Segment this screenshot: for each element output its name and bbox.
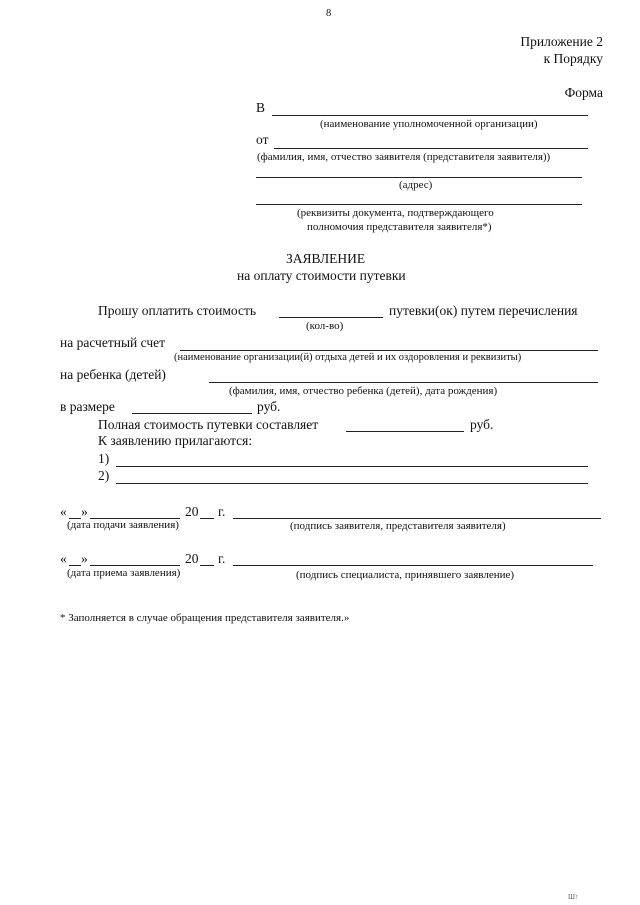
submit-signature-line[interactable] bbox=[233, 518, 601, 519]
corner-mark: Ш↑ bbox=[568, 893, 579, 901]
to-prefix: В bbox=[256, 100, 266, 115]
child-caption: (фамилия, имя, отчество ребенка (детей), дата рождения) bbox=[229, 385, 498, 397]
quantity-field-line[interactable] bbox=[279, 317, 383, 318]
address-field-line[interactable] bbox=[256, 177, 582, 178]
account-field-line[interactable] bbox=[180, 350, 598, 351]
receive-month-line[interactable] bbox=[90, 565, 180, 566]
request-end: путевки(ок) путем перечисления bbox=[389, 303, 578, 318]
total-unit: руб. bbox=[470, 417, 494, 432]
to-caption: (наименование уполномоченной организации) bbox=[320, 118, 538, 130]
receive-date-caption: (дата приема заявления) bbox=[67, 567, 181, 579]
request-start: Прошу оплатить стоимость bbox=[98, 303, 257, 318]
receive-day-line[interactable] bbox=[69, 565, 81, 566]
to-field-line[interactable] bbox=[272, 115, 588, 116]
receive-year-prefix: 20 bbox=[185, 551, 199, 566]
requisites-caption-1: (реквизиты документа, подтверждающего bbox=[297, 207, 494, 219]
submit-quote-open: « bbox=[60, 504, 67, 519]
submit-year-prefix: 20 bbox=[185, 504, 199, 519]
page-number: 8 bbox=[326, 8, 332, 19]
submit-signature-caption: (подпись заявителя, представителя заявителя) bbox=[290, 520, 506, 532]
receive-year-suffix: г. bbox=[218, 551, 226, 566]
attachment-2-line[interactable] bbox=[116, 483, 588, 484]
footnote: * Заполняется в случае обращения представителя заявителя.» bbox=[60, 612, 350, 624]
address-caption: (адрес) bbox=[399, 179, 433, 191]
quantity-caption: (кол-во) bbox=[306, 320, 344, 332]
submit-year-suffix: г. bbox=[218, 504, 226, 519]
receive-year-line[interactable] bbox=[200, 565, 214, 566]
from-field-line[interactable] bbox=[274, 148, 588, 149]
attachment-1-number: 1) bbox=[98, 451, 110, 466]
appendix-line-1: Приложение 2 bbox=[520, 34, 603, 49]
submit-date-caption: (дата подачи заявления) bbox=[67, 519, 179, 531]
total-label: Полная стоимость путевки составляет bbox=[98, 417, 319, 432]
account-caption: (наименование организации(й) отдыха детей и их оздоровления и реквизиты) bbox=[174, 352, 522, 363]
amount-field-line[interactable] bbox=[132, 413, 252, 414]
amount-unit: руб. bbox=[257, 399, 281, 414]
requisites-field-line[interactable] bbox=[256, 204, 582, 205]
submit-year-line[interactable] bbox=[200, 518, 214, 519]
appendix-line-2: к Порядку bbox=[543, 51, 603, 66]
receive-signature-line[interactable] bbox=[233, 565, 593, 566]
account-label: на расчетный счет bbox=[60, 335, 166, 350]
receive-quote-open: « bbox=[60, 551, 67, 566]
attachment-1-line[interactable] bbox=[116, 466, 588, 467]
document-subtitle: на оплату стоимости путевки bbox=[237, 268, 406, 283]
receive-signature-caption: (подпись специалиста, принявшего заявление) bbox=[296, 569, 515, 581]
total-field-line[interactable] bbox=[346, 431, 464, 432]
submit-quote-close: » bbox=[81, 504, 88, 519]
requisites-caption-2: полномочия представителя заявителя*) bbox=[307, 221, 492, 233]
amount-label: в размере bbox=[60, 399, 115, 414]
form-label: Форма bbox=[564, 85, 603, 100]
attachments-label: К заявлению прилагаются: bbox=[98, 433, 253, 448]
from-caption: (фамилия, имя, отчество заявителя (представителя заявителя)) bbox=[257, 151, 551, 163]
document-title: ЗАЯВЛЕНИЕ bbox=[286, 251, 366, 266]
child-label: на ребенка (детей) bbox=[60, 367, 166, 382]
from-prefix: от bbox=[256, 132, 269, 147]
receive-quote-close: » bbox=[81, 551, 88, 566]
child-field-line[interactable] bbox=[209, 382, 598, 383]
attachment-2-number: 2) bbox=[98, 468, 110, 483]
